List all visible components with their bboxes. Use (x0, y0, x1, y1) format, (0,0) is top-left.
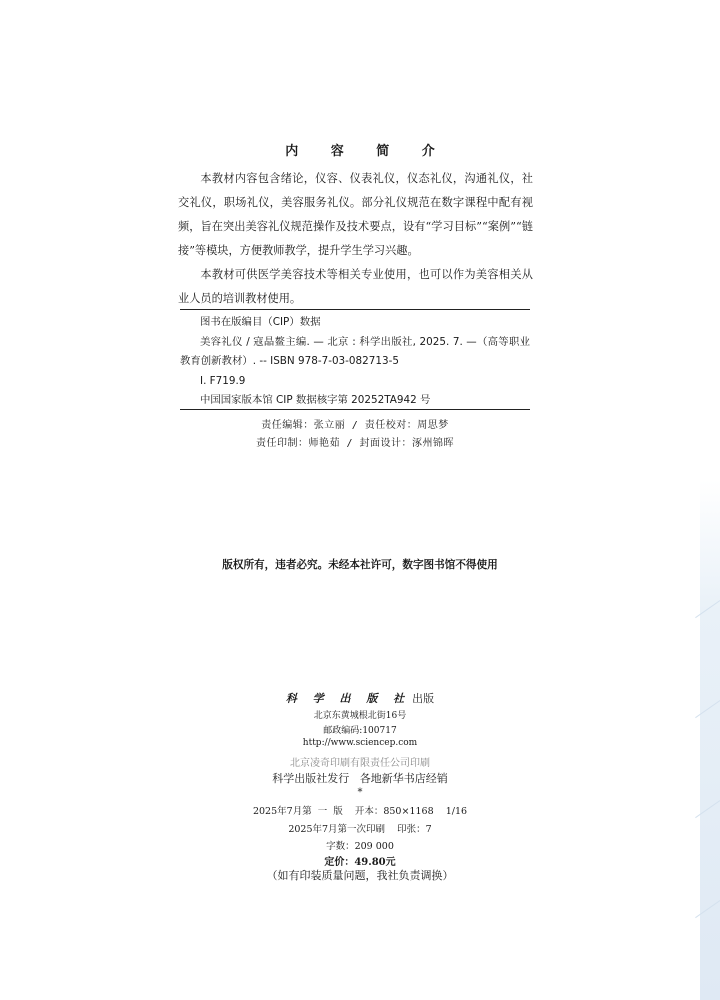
cip-record: 美容礼仪 / 寇晶鳌主编. — 北京 : 科学出版社, 2025. 7. —（高等职业教育创新教材）. -- ISBN 978-7-03-082713-5 (180, 335, 530, 367)
summary-paragraph: 本教材内容包含绪论，仪容、仪表礼仪，仪态礼仪，沟通礼仪，社交礼仪，职场礼仪，美容服务礼仪。部分礼仪规范在数字课程中配有视频，旨在突出美容礼仪规范操作及技术要点，设有“学习目标”“案例”“链接”等模块，方便教师教学，提升学生学习兴趣。 (178, 172, 533, 257)
cip-block (180, 313, 530, 411)
summary-paragraph: 本教材可供医学美容技术等相关专业使用，也可以作为美容相关从业人员的培训教材使用。 (178, 268, 533, 305)
cip-bottom-rule (180, 409, 530, 410)
editor-credits: 责任编辑：张立丽 / 责任校对：周思梦 (261, 420, 449, 431)
copyright-notice: 版权所有，违者必究。未经本社许可，数字图书馆不得使用 (222, 559, 498, 571)
word-count: 字数：209 000 (326, 841, 394, 852)
publisher-url: http://www.sciencep.com (302, 738, 418, 748)
exchange-notice: （如有印装质量问题，我社负责调换） (266, 869, 454, 882)
publisher-address: 北京东黄城根北街16号 (313, 711, 407, 721)
cip-top-rule (180, 309, 530, 310)
cip-title: 图书在版编目（CIP）数据 (200, 316, 321, 328)
summary-text (178, 167, 533, 311)
postcode: 邮政编码:100717 (323, 726, 397, 736)
production-credits: 责任印制：师艳茹 / 封面设计：涿州锦晖 (255, 438, 455, 449)
publisher-suffix: 出版 (412, 692, 435, 705)
distributor: 科学出版社发行 各地新华书店经销 (272, 772, 448, 785)
printing-info: 2025年7月第一次印刷 印张：7 (288, 824, 432, 835)
summary-heading: 内 容 简 介 (285, 144, 449, 159)
edition-info: 2025年7月第 一 版 开本：850×1168 1/16 (252, 806, 468, 817)
cip-classification: Ⅰ. F719.9 (200, 374, 246, 387)
publisher-name: 科 学 出 版 社 (285, 692, 411, 705)
cip-approval-number: 中国国家版本馆 CIP 数据核字第 20252TA942 号 (200, 394, 431, 406)
printer: 北京凌奇印刷有限责任公司印刷 (290, 758, 430, 769)
publisher-line (0, 690, 720, 706)
separator-star: * (357, 787, 363, 798)
price: 定价：49.80元 (324, 857, 396, 868)
